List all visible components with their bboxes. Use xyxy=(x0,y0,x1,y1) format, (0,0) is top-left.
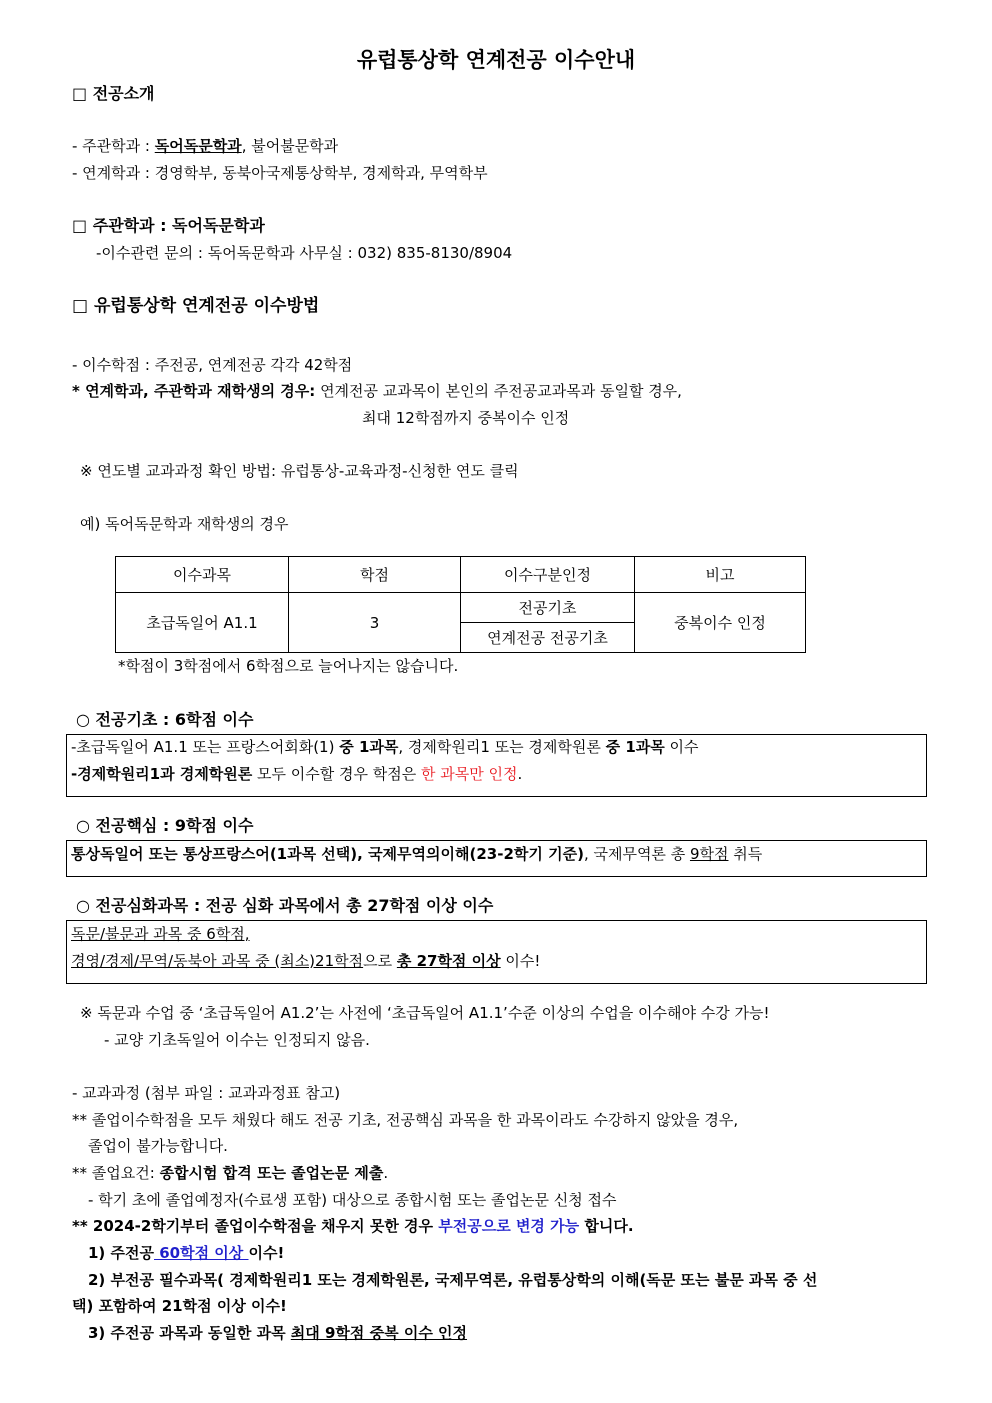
basic-l2-a: -경제학원리1과 경제학원론 xyxy=(71,765,253,783)
credit-cell: 3 xyxy=(289,593,461,653)
host-department-line xyxy=(72,136,338,156)
basic-l1-d: 중 1과목 xyxy=(605,738,665,756)
grad2-b: 종합시험 합격 또는 졸업논문 제출 xyxy=(159,1164,384,1182)
change-a: ** 2024-2학기부터 졸업이수학점을 채우지 못한 경우 xyxy=(72,1217,439,1235)
overlap-note-line2: 최대 12학점까지 중복이수 인정 xyxy=(362,409,570,427)
intro-heading: □ 전공소개 xyxy=(72,84,155,103)
table-header-cell: 비고 xyxy=(635,557,806,593)
table-header-cell: 이수과목 xyxy=(116,557,289,593)
minor-condition-3 xyxy=(88,1323,467,1343)
category-cell-2: 연계전공 전공기초 xyxy=(461,623,635,653)
c1-b: 60학점 이상 xyxy=(154,1244,249,1262)
advanced-l2-c: 총 27학점 이상 xyxy=(396,952,501,970)
curriculum-attachment-line: - 교과과정 (첨부 파일 : 교과과정표 참고) xyxy=(72,1084,341,1102)
minor-condition-1 xyxy=(88,1243,284,1263)
minor-condition-2-line2: 택) 포함하여 21학점 이상 이수! xyxy=(72,1297,287,1315)
graduation-requirement-sub: - 학기 초에 졸업예정자(수료생 포함) 대상으로 종합시험 또는 졸업논문 신청 접수 xyxy=(88,1191,617,1209)
basic-line-1 xyxy=(71,737,699,757)
note-a12: ※ 독문과 수업 중 ‘초급독일어 A1.2’는 사전에 ‘초급독일어 A1.1’수준 이상의 수업을 이수해야 수강 가능! xyxy=(80,1004,770,1022)
basic-box xyxy=(66,734,927,797)
basic-l1-b: 중 1과목 xyxy=(339,738,399,756)
method-heading: □ 유럽통상학 연계전공 이수방법 xyxy=(72,296,320,316)
advanced-l2-b: 으로 xyxy=(363,952,397,970)
graduation-note-line1: ** 졸업이수학점을 모두 채웠다 해도 전공 기초, 전공핵심 과목을 한 과목이라도 수강하지 않았을 경우, xyxy=(72,1111,739,1129)
table-header-row xyxy=(116,557,806,593)
contact-line: -이수관련 문의 : 독어독문학과 사무실 : 032) 835-8130/8904 xyxy=(96,244,513,262)
subject-cell: 초급독일어 A1.1 xyxy=(116,593,289,653)
curriculum-check-line: ※ 연도별 교과과정 확인 방법: 유럽통상-교육과정-신청한 연도 클릭 xyxy=(80,462,519,480)
graduation-note-line2: 졸업이 불가능합니다. xyxy=(88,1137,228,1155)
advanced-line-2 xyxy=(71,951,540,971)
example-table xyxy=(115,556,806,653)
basic-l2-d: . xyxy=(517,765,523,783)
core-c: 9학점 xyxy=(689,845,729,863)
table-row xyxy=(116,593,806,623)
host-rest: , 불어불문학과 xyxy=(241,137,339,155)
basic-l1-e: 이수 xyxy=(664,738,699,756)
remark-cell: 중복이수 인정 xyxy=(635,593,806,653)
change-b: 부전공으로 변경 가능 xyxy=(438,1217,580,1235)
table-header-cell: 학점 xyxy=(289,557,461,593)
linked-department-line: - 연계학과 : 경영학부, 동북아국제통상학부, 경제학과, 무역학부 xyxy=(72,164,488,182)
core-box xyxy=(66,840,927,877)
advanced-l2-d: 이수! xyxy=(500,952,541,970)
core-heading: ○ 전공핵심 : 9학점 이수 xyxy=(76,816,254,835)
basic-l1-c: , 경제학원리1 또는 경제학원론 xyxy=(398,738,606,756)
c3-a: 3) 주전공 과목과 동일한 과목 xyxy=(88,1324,291,1342)
host-dept-heading: □ 주관학과 : 독어독문학과 xyxy=(72,216,265,235)
example-line: 예) 독어독문학과 재학생의 경우 xyxy=(80,515,289,533)
basic-l1-a: -초급독일어 A1.1 또는 프랑스어회화(1) xyxy=(71,738,340,756)
c1-c: 이수! xyxy=(248,1244,285,1262)
c3-b: 최대 9학점 중복 이수 인정 xyxy=(290,1324,468,1342)
advanced-box xyxy=(66,920,927,984)
overlap-note-line xyxy=(72,381,682,401)
change-c: 합니다. xyxy=(579,1217,634,1235)
graduation-requirement-line xyxy=(72,1163,388,1183)
basic-l2-b: 모두 이수할 경우 학점은 xyxy=(252,765,422,783)
basic-heading: ○ 전공기초 : 6학점 이수 xyxy=(76,710,254,729)
host-prefix: - 주관학과 : xyxy=(72,137,155,155)
credits-line: - 이수학점 : 주전공, 연계전공 각각 42학점 xyxy=(72,356,353,374)
basic-l2-c: 한 과목만 인정 xyxy=(421,765,518,783)
advanced-l2-a: 경영/경제/무역/동북아 과목 중 (최소)21학점 xyxy=(71,952,364,970)
c1-a: 1) 주전공 xyxy=(88,1244,154,1262)
table-header-cell: 이수구분인정 xyxy=(461,557,635,593)
category-cell-1: 전공기초 xyxy=(461,593,635,623)
core-d: 취득 xyxy=(728,845,763,863)
core-a: 통상독일어 또는 통상프랑스어(1과목 선택), 국제무역의이해(23-2학기 기준) xyxy=(71,845,584,863)
note-liberal-arts: - 교양 기초독일어 이수는 인정되지 않음. xyxy=(104,1031,370,1049)
minor-change-line xyxy=(72,1216,634,1236)
basic-line-2 xyxy=(71,764,522,784)
minor-condition-2-line1: 2) 부전공 필수과목( 경제학원리1 또는 경제학원론, 국제무역론, 유럽통상학의 이해(독문 또는 불문 과목 중 선 xyxy=(88,1271,818,1289)
host-main: 독어독문학과 xyxy=(154,137,242,155)
core-b: , 국제무역론 총 xyxy=(583,845,690,863)
page-title: 유럽통상학 연계전공 이수안내 xyxy=(356,48,636,72)
core-line xyxy=(71,844,762,864)
overlap-note-rest: 연계전공 교과목이 본인의 주전공교과목과 동일할 경우, xyxy=(315,382,682,400)
overlap-note-bold: * 연계학과, 주관학과 재학생의 경우: xyxy=(72,382,316,400)
table-footnote: *학점이 3학점에서 6학점으로 늘어나지는 않습니다. xyxy=(118,657,459,675)
advanced-heading: ○ 전공심화과목 : 전공 심화 과목에서 총 27학점 이상 이수 xyxy=(76,896,494,915)
grad2-c: . xyxy=(383,1164,389,1182)
advanced-line-1: 독문/불문과 과목 중 6학점, xyxy=(71,925,250,943)
grad2-a: ** 졸업요건: xyxy=(72,1164,160,1182)
